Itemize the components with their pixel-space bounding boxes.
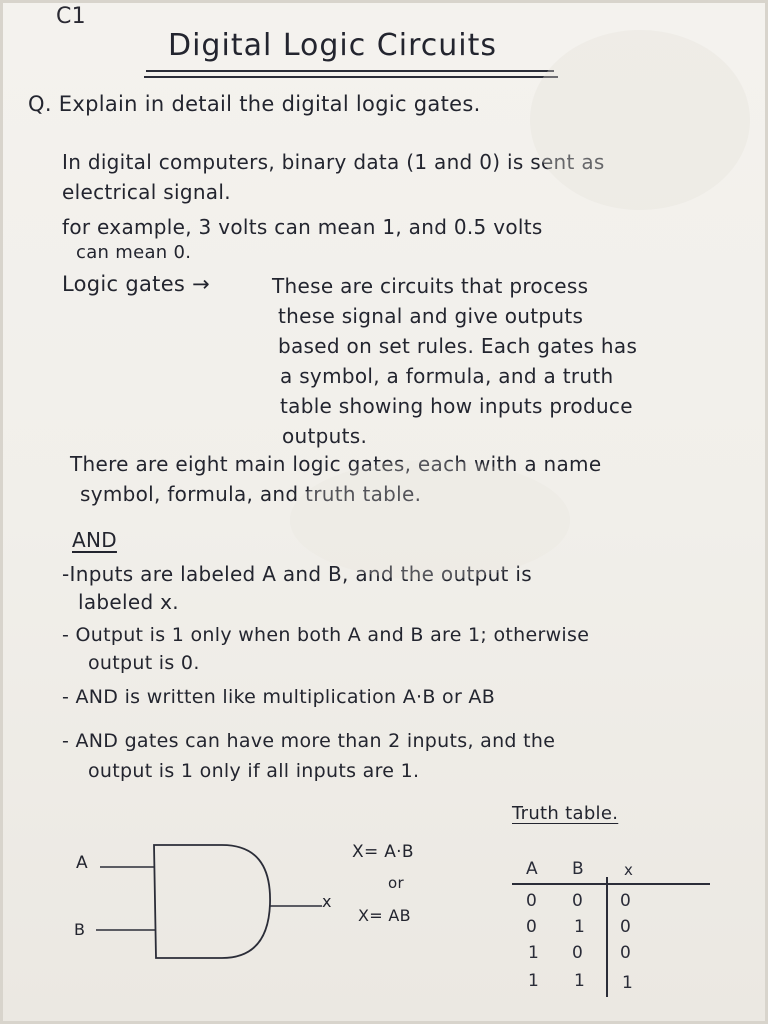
truth-table-row-4-x: 1	[622, 973, 634, 993]
truth-table-column-divider	[606, 877, 608, 997]
truth-table-row-4-a: 1	[528, 971, 540, 991]
title-underline	[146, 70, 554, 72]
main-gates-line-2: symbol, formula, and truth table.	[80, 482, 422, 506]
truth-table-title: Truth table.	[512, 803, 619, 824]
and-bullet-2-line-2: output is 0.	[88, 652, 200, 674]
truth-table-row-1-b: 0	[572, 891, 584, 911]
and-bullet-4-line-2: output is 1 only if all inputs are 1.	[88, 760, 420, 782]
formula-line-2: X= AB	[358, 906, 411, 925]
logic-gates-line-5: table showing how inputs produce	[280, 394, 633, 418]
and-bullet-4-line-1: - AND gates can have more than 2 inputs, and the	[62, 730, 556, 752]
truth-table-header-b: B	[572, 859, 584, 879]
input-a-label: A	[76, 853, 88, 873]
and-section-heading: AND	[72, 528, 117, 552]
intro-line-2: electrical signal.	[62, 180, 231, 204]
and-gate-symbol	[154, 845, 270, 958]
truth-table-row-1-a: 0	[526, 891, 538, 911]
and-bullet-1-line-1: -Inputs are labeled A and B, and the output is	[62, 562, 532, 586]
question-text: Q. Explain in detail the digital logic gates.	[28, 92, 481, 116]
and-bullet-1-line-2: labeled x.	[78, 590, 179, 614]
truth-table-row-2-b: 1	[574, 917, 586, 937]
logic-gates-line-1: These are circuits that process	[272, 274, 589, 298]
main-gates-line-1: There are eight main logic gates, each with a name	[70, 452, 602, 476]
title-underline-second	[144, 76, 558, 78]
logic-gates-line-4: a symbol, a formula, and a truth	[280, 364, 614, 388]
logic-gates-label: Logic gates →	[62, 272, 211, 296]
truth-table-header-x: x	[624, 861, 634, 879]
truth-table	[510, 855, 710, 1005]
output-label: x	[322, 892, 332, 911]
truth-table-row-2-a: 0	[526, 917, 538, 937]
truth-table-row-4-b: 1	[574, 971, 586, 991]
truth-table-row-3-x: 0	[620, 943, 632, 963]
intro-line-1: In digital computers, binary data (1 and 0) is sent as	[62, 150, 605, 174]
truth-table-header-rule	[512, 883, 710, 885]
formula-or: or	[388, 874, 404, 892]
input-b-label: B	[74, 920, 86, 939]
page-title: Digital Logic Circuits	[168, 28, 497, 63]
intro-line-4: can mean 0.	[76, 242, 192, 263]
formula-line-1: X= A·B	[352, 842, 414, 862]
and-gate-diagram	[0, 820, 380, 960]
page-label: C1	[56, 4, 86, 29]
truth-table-row-3-a: 1	[528, 943, 540, 963]
logic-gates-line-2: these signal and give outputs	[278, 304, 584, 328]
logic-gates-line-6: outputs.	[282, 424, 368, 448]
truth-table-row-1-x: 0	[620, 891, 632, 911]
and-bullet-2-line-1: - Output is 1 only when both A and B are 1; otherwise	[62, 624, 590, 646]
intro-line-3: for example, 3 volts can mean 1, and 0.5 volts	[62, 215, 543, 239]
truth-table-header-a: A	[526, 859, 538, 879]
truth-table-row-3-b: 0	[572, 943, 584, 963]
logic-gates-line-3: based on set rules. Each gates has	[278, 334, 638, 358]
and-bullet-3-line-1: - AND is written like multiplication A·B or AB	[62, 686, 496, 708]
truth-table-row-2-x: 0	[620, 917, 632, 937]
